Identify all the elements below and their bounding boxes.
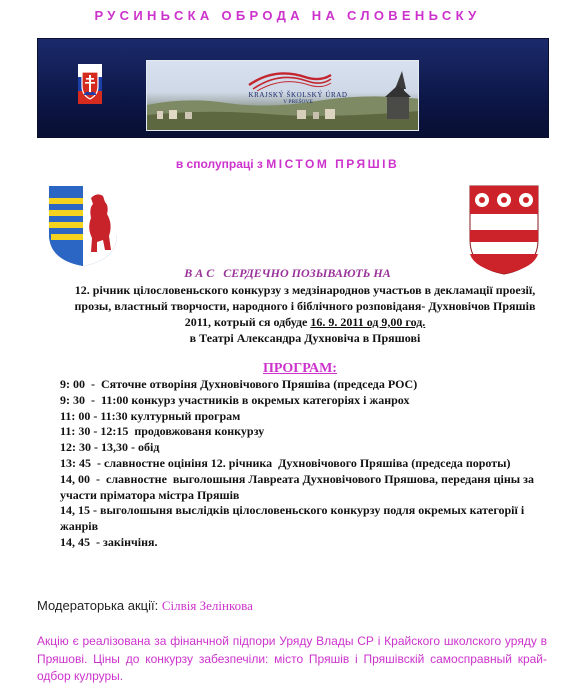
invitation-text: 12. річник цілословеньского конкурзу з медзінароднов участьов в декламації проезії, прозы, властный творчости, народного і біблічного розповіданя- Духновічов Пряшів 2011, котрый ся одбуде xyxy=(74,283,536,329)
schedule-item: 9: 30 - 11:00 конкурз участників в окремых категоріях і жанрох xyxy=(60,392,410,407)
slovak-coat-of-arms-icon xyxy=(78,64,102,104)
collaboration-city: МІСТОМ ПРЯШІВ xyxy=(266,157,400,171)
event-date: 16. 9. 2011 од 9,00 год. xyxy=(310,315,426,329)
presov-panorama-image xyxy=(146,60,419,131)
schedule-item: 14, 45 - закінчіня. xyxy=(60,534,158,549)
schedule-item: 11: 30 - 12:15 продовжованя конкурзу xyxy=(60,424,265,439)
schedule-item: 12: 30 - 13,30 - обід xyxy=(60,440,160,455)
funding-note: Акцію є реалізована за фінанчной підпори Уряду Влады СР і Крайского школского уряду в Пряшові. Ціны до конкурзу забезпечіли: місто Пряшів і Пряшівскій самоспpавный край- одбор кулруры. xyxy=(37,634,547,683)
collaboration-line xyxy=(0,157,575,171)
schedule-item: 9: 00 - Сяточне отворіня Духновічового Пряшіва (председа РОС) xyxy=(60,377,418,391)
rusyn-coat-of-arms-icon xyxy=(47,184,119,268)
program-title: ПРОГРАМ: xyxy=(263,361,337,376)
moderator-label: Модераторька акції: xyxy=(37,598,159,613)
schedule-item: 14, 15 - выголошыня выслідків цілословеньского конкурзу подля окремых категорії і жанрів xyxy=(60,503,528,534)
school-office-logo-icon xyxy=(245,69,335,91)
collaboration-prefix: в сполупраці з xyxy=(175,157,263,171)
schedule-item: 11: 00 - 11:30 културный програм xyxy=(60,408,241,423)
schedule-item: 13: 45 - славностне оцініня 12. річника Духновічового Пряшіва (председа пороты) xyxy=(60,455,511,470)
invitation-heading: В А С СЕРДЕЧНО ПОЗЫВАЮТЬ НА xyxy=(184,266,391,280)
presov-coat-of-arms-icon xyxy=(468,184,540,276)
invitation-paragraph xyxy=(70,282,540,346)
moderator-name: Сілвія Зелінкова xyxy=(161,598,253,613)
moderator-line xyxy=(37,598,253,614)
page-header-title: РУСИНЬСКА ОБРОДА НА СЛОВЕНЬСКУ xyxy=(94,8,481,23)
event-venue: в Театрі Александра Духновіча в Пряшові xyxy=(189,331,421,345)
program-schedule xyxy=(60,377,540,551)
logo-text-line1: KRAJSKÝ ŠKOLSKÝ ÚRAD xyxy=(248,91,348,99)
logo-text-line2: V PREŠOVE xyxy=(283,99,313,105)
schedule-item: 14, 00 - славностне выголошыня Лавреата Духновічового Пряшова, переданя ціны за участи прімaтора містра Пряшів xyxy=(60,471,540,502)
